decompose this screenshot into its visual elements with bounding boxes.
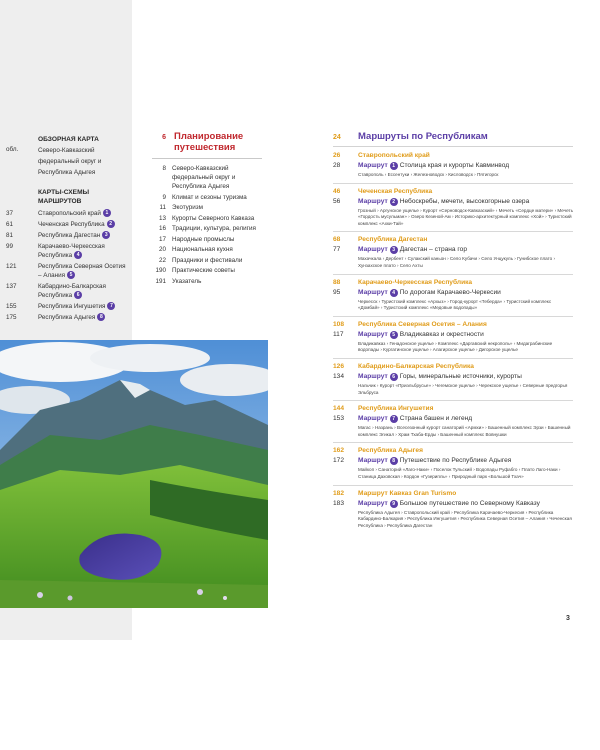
- route-page: 56: [333, 197, 341, 205]
- route-section: [333, 151, 573, 179]
- route-word: Маршрут: [358, 372, 388, 380]
- route-word: Маршрут: [358, 246, 388, 254]
- route-number-badge: 6: [390, 373, 398, 381]
- entry-label: Республика Ингушетия: [38, 303, 106, 310]
- entry-page: 8: [162, 165, 166, 172]
- route-title: Столица края и курорты Кавминвод: [399, 162, 510, 169]
- route-number-badge: 6: [74, 291, 82, 299]
- region-entry[interactable]: [333, 320, 573, 329]
- divider: [333, 316, 573, 317]
- region-entry[interactable]: [333, 151, 573, 160]
- entry-page: 155: [6, 303, 17, 310]
- route-entry[interactable]: [333, 456, 573, 465]
- route-page: 134: [333, 372, 345, 380]
- route-stops: Республика Адыгея › Ставропольский край › Республика Карачаево-Черкесия › Республика Кабардино-Балкария › Республика Ингушетия › Республика Северная Осетия – Алания › Чеченская Республика › Республика Дагестан: [358, 509, 572, 528]
- divider: [333, 183, 573, 184]
- route-map-entry[interactable]: [6, 231, 126, 240]
- toc-entry[interactable]: [152, 277, 262, 286]
- route-number-badge: 2: [390, 198, 398, 206]
- route-word: Маршрут: [358, 330, 388, 338]
- route-word: Маршрут: [358, 288, 388, 296]
- route-stops: Ставрополь › Ессентуки › Железноводск › Кисловодск › Пятигорск: [358, 172, 499, 177]
- region-name: Ставропольский край: [358, 152, 430, 159]
- entry-page: 99: [6, 243, 14, 250]
- route-page: 117: [333, 330, 344, 338]
- region-name: Республика Северная Осетия – Алания: [358, 320, 487, 328]
- routes-title: Маршруты по Республикам: [358, 131, 488, 142]
- route-stops: Махачкала › Дербент › Сулакский каньон › Село Кубачи › Село Унцукуль › Гунибское плато › Хунзахское плато › Село Ахты: [358, 256, 556, 268]
- route-map-entry[interactable]: [6, 262, 126, 280]
- entry-page: 137: [6, 283, 17, 290]
- entry-text: [38, 313, 126, 322]
- entry-page: 121: [6, 263, 17, 270]
- entry-page: 13: [158, 214, 166, 222]
- divider: [333, 485, 573, 486]
- entry-label: Карачаево-Черкесская Республика: [38, 243, 105, 259]
- route-word: Маршрут: [358, 162, 388, 169]
- toc-entry[interactable]: [152, 235, 262, 244]
- route-number-badge: 3: [390, 246, 398, 254]
- route-number-badge: 1: [390, 162, 398, 170]
- route-map-entry[interactable]: [6, 220, 126, 229]
- routes-list: [333, 151, 573, 529]
- route-number-badge: 5: [67, 271, 75, 279]
- entry-page: 22: [158, 256, 166, 264]
- entry-page: 20: [158, 246, 166, 253]
- divider: [333, 442, 573, 443]
- route-entry[interactable]: [333, 245, 573, 254]
- routes-column: [333, 131, 573, 529]
- route-title: Владикавказ и окрестности: [399, 330, 484, 338]
- route-word: Маршрут: [358, 499, 388, 507]
- entry-text: Курорты Северного Кавказа: [172, 214, 255, 222]
- entry-page: 16: [158, 225, 166, 232]
- route-section: [333, 183, 573, 228]
- region-page: 108: [333, 320, 345, 328]
- route-number-badge: 3: [102, 231, 110, 239]
- entry-text: Практические советы: [172, 267, 235, 274]
- entry-page: 17: [158, 235, 166, 243]
- entry-label: Чеченская Республика: [38, 221, 105, 228]
- route-section: [333, 316, 573, 354]
- route-map-entry[interactable]: [6, 209, 126, 218]
- route-section: [333, 358, 573, 396]
- region-name: Маршрут Кавказ Gran Turismo: [358, 489, 457, 497]
- divider: [333, 274, 573, 275]
- region-entry[interactable]: [333, 446, 573, 455]
- toc-entry[interactable]: [152, 214, 262, 223]
- planning-list: [152, 164, 262, 286]
- route-stops: Владикавказ › Генадонское ущелье › Комплекс «Даргавский некрополь» › Мидаграбинские водопады › Кургатинское ущелье › Алагирское ущелье › Дигорское ущелье: [358, 340, 553, 353]
- route-number-badge: 9: [390, 500, 398, 508]
- divider: [333, 146, 573, 147]
- entry-text: Традиции, культура, религия: [172, 225, 256, 232]
- region-page: 182: [333, 489, 345, 497]
- entry-page: 9: [162, 193, 166, 201]
- page-number: 3: [566, 615, 570, 622]
- route-number-badge: 1: [103, 209, 111, 217]
- entry-label: Ставропольский край: [38, 210, 101, 217]
- route-page: 77: [333, 246, 341, 254]
- region-entry[interactable]: [333, 362, 573, 371]
- entry-page: 81: [6, 232, 14, 239]
- toc-entry[interactable]: [152, 256, 262, 265]
- route-map-entry[interactable]: [6, 282, 126, 300]
- route-title: Путешествие по Республике Адыгея: [399, 457, 512, 465]
- region-name: Республика Адыгея: [358, 447, 423, 455]
- toc-entry[interactable]: [152, 193, 262, 202]
- maps-column: [6, 135, 126, 324]
- toc-entry[interactable]: [152, 245, 262, 254]
- region-name: Республика Ингушетия: [358, 405, 434, 413]
- region-page: 46: [333, 187, 341, 195]
- route-stops: Майкоп › Санаторий «Лаго-Наки» › Поселок Тульский › Водопады Руфабго › Плато Лаго-Наки › Станица Даховская › Кордон «Гузерипль» › Природный парк «Большой Тхач»: [358, 467, 561, 479]
- overview-map-heading: ОБЗОРНАЯ КАРТА: [38, 136, 99, 143]
- region-page: 26: [333, 152, 341, 159]
- routes-title-entry[interactable]: [333, 131, 573, 143]
- entry-text: Указатель: [172, 277, 202, 285]
- entry-text: Северо-Кавказский федеральный округ и Республика Адыгея: [172, 165, 236, 190]
- divider: [333, 400, 573, 401]
- routes-title-page: 24: [333, 134, 341, 141]
- route-page: 153: [333, 415, 345, 423]
- entry-text: [38, 302, 126, 311]
- entry-label: Кабардино-Балкарская Республика: [38, 283, 106, 299]
- entry-text: [38, 262, 126, 280]
- entry-page: 191: [155, 277, 166, 285]
- route-entry[interactable]: [333, 161, 573, 170]
- region-entry[interactable]: [333, 489, 573, 498]
- route-title: По дорогам Карачаево-Черкесии: [399, 288, 501, 296]
- region-name: Карачаево-Черкесская Республика: [358, 278, 473, 286]
- route-stops: Нальчик › Курорт «Приэльбрусье» › Чегемское ущелье › Черекское ущелье › Северные предгорья Эльбруса: [358, 382, 568, 395]
- entry-text: Национальная кухня: [172, 246, 233, 253]
- entry-page: 190: [155, 267, 166, 274]
- route-maps-list: [6, 209, 126, 322]
- route-entry[interactable]: [333, 197, 573, 206]
- entry-page: 37: [6, 210, 14, 217]
- route-title: Большое путешествие по Северному Кавказу: [399, 499, 540, 507]
- entry-page: 11: [159, 204, 166, 211]
- route-number-badge: 7: [390, 415, 398, 423]
- region-entry[interactable]: [333, 404, 573, 413]
- entry-label: Республика Дагестан: [38, 232, 101, 239]
- route-number-badge: 4: [74, 251, 82, 259]
- region-page: 88: [333, 278, 341, 286]
- divider: [152, 158, 262, 159]
- route-word: Маршрут: [358, 197, 388, 205]
- entry-page: обл.: [6, 146, 19, 153]
- route-entry[interactable]: [333, 330, 573, 339]
- region-page: 126: [333, 362, 345, 370]
- route-section: [333, 231, 573, 269]
- mountain-lake-photo: [0, 340, 268, 608]
- region-page: 162: [333, 447, 345, 455]
- route-map-entry[interactable]: [6, 242, 126, 260]
- route-entry[interactable]: [333, 499, 573, 508]
- route-entry[interactable]: [333, 414, 573, 423]
- divider: [333, 358, 573, 359]
- route-stops: Магас › Назрань › Всесезонный курорт санаторий «Армхи» › Башенный комплекс Эрзи › Башенный комплекс Эгикал › Храм Тхаба-Ерды › Башенный комплекс Вовнушки: [358, 425, 571, 437]
- route-page: 95: [333, 288, 341, 296]
- route-number-badge: 8: [390, 457, 398, 465]
- entry-page: 61: [6, 221, 14, 228]
- planning-title-entry[interactable]: [152, 131, 262, 153]
- region-page: 68: [333, 236, 341, 244]
- region-entry[interactable]: [333, 235, 573, 244]
- entry-text: Экотуризм: [172, 204, 203, 211]
- toc-entry[interactable]: [152, 164, 262, 191]
- route-section: [333, 442, 573, 480]
- divider: [333, 231, 573, 232]
- route-number-badge: 5: [390, 331, 398, 339]
- entry-label: Республика Северная Осетия – Алания: [38, 263, 126, 279]
- entry-text: Северо-Кавказский федеральный округ и Республика Адыгея: [38, 147, 102, 176]
- route-map-entry[interactable]: [6, 313, 126, 322]
- route-page: 28: [333, 162, 341, 169]
- route-title: Дагестан – страна гор: [399, 246, 468, 254]
- region-name: Республика Дагестан: [358, 236, 428, 244]
- entry-text: Климат и сезоны туризма: [172, 193, 247, 201]
- route-title: Страна башен и легенд: [399, 415, 473, 423]
- route-page: 183: [333, 499, 345, 507]
- toc-entry[interactable]: [152, 266, 262, 275]
- planning-column: [152, 131, 262, 287]
- route-stops: Грозный › Аргунское ущелье › Курорт «Серноводск-Кавказский» › Мечеть «Сердце матери» › Мечеть «Гордость мусульман» › Озеро Кезеной-Ам › Историко-архитектурный комплекс «Хой» › Туристский комплекс «Ахки-Тай»: [358, 207, 573, 226]
- route-number-badge: 7: [107, 302, 115, 310]
- region-entry[interactable]: [333, 187, 573, 196]
- entry-text: Праздники и фестивали: [172, 256, 243, 264]
- route-word: Маршрут: [358, 415, 388, 423]
- entry-text: [38, 231, 126, 240]
- route-number-badge: 4: [390, 289, 398, 297]
- planning-title-page: 6: [162, 134, 166, 141]
- route-number-badge: 8: [97, 313, 105, 321]
- route-title: Небоскребы, мечети, высокогорные озера: [399, 197, 530, 205]
- route-section: [333, 400, 573, 438]
- region-entry[interactable]: [333, 278, 573, 287]
- toc-entry[interactable]: [6, 145, 126, 178]
- route-page: 172: [333, 457, 345, 465]
- entry-text: [38, 282, 126, 300]
- planning-title: Планирование путешествия: [174, 131, 244, 153]
- route-entry[interactable]: [333, 288, 573, 297]
- route-number-badge: 2: [107, 220, 115, 228]
- route-section: [333, 485, 573, 530]
- region-page: 144: [333, 405, 345, 413]
- region-name: Чеченская Республика: [358, 187, 433, 195]
- entry-text: [38, 209, 126, 218]
- region-name: Кабардино-Балкарская Республика: [358, 362, 474, 370]
- entry-text: Народные промыслы: [172, 235, 235, 243]
- route-title: Горы, минеральные источники, курорты: [399, 372, 522, 380]
- route-stops: Черкесск › Туристский комплекс «Архыз» › Город-курорт «Теберда» › Туристский комплекс «Домбай» › Туристский комплекс «Медовые водопады»: [358, 298, 552, 311]
- route-maps-heading: КАРТЫ-СХЕМЫ МАРШРУТОВ: [38, 189, 90, 205]
- entry-text: [38, 220, 126, 229]
- route-map-entry[interactable]: [6, 302, 126, 311]
- toc-entry[interactable]: [152, 203, 262, 212]
- route-entry[interactable]: [333, 372, 573, 381]
- entry-text: [38, 242, 126, 260]
- route-word: Маршрут: [358, 457, 388, 465]
- entry-page: 175: [6, 314, 17, 321]
- route-section: [333, 274, 573, 312]
- entry-label: Республика Адыгея: [38, 314, 96, 321]
- toc-entry[interactable]: [152, 224, 262, 233]
